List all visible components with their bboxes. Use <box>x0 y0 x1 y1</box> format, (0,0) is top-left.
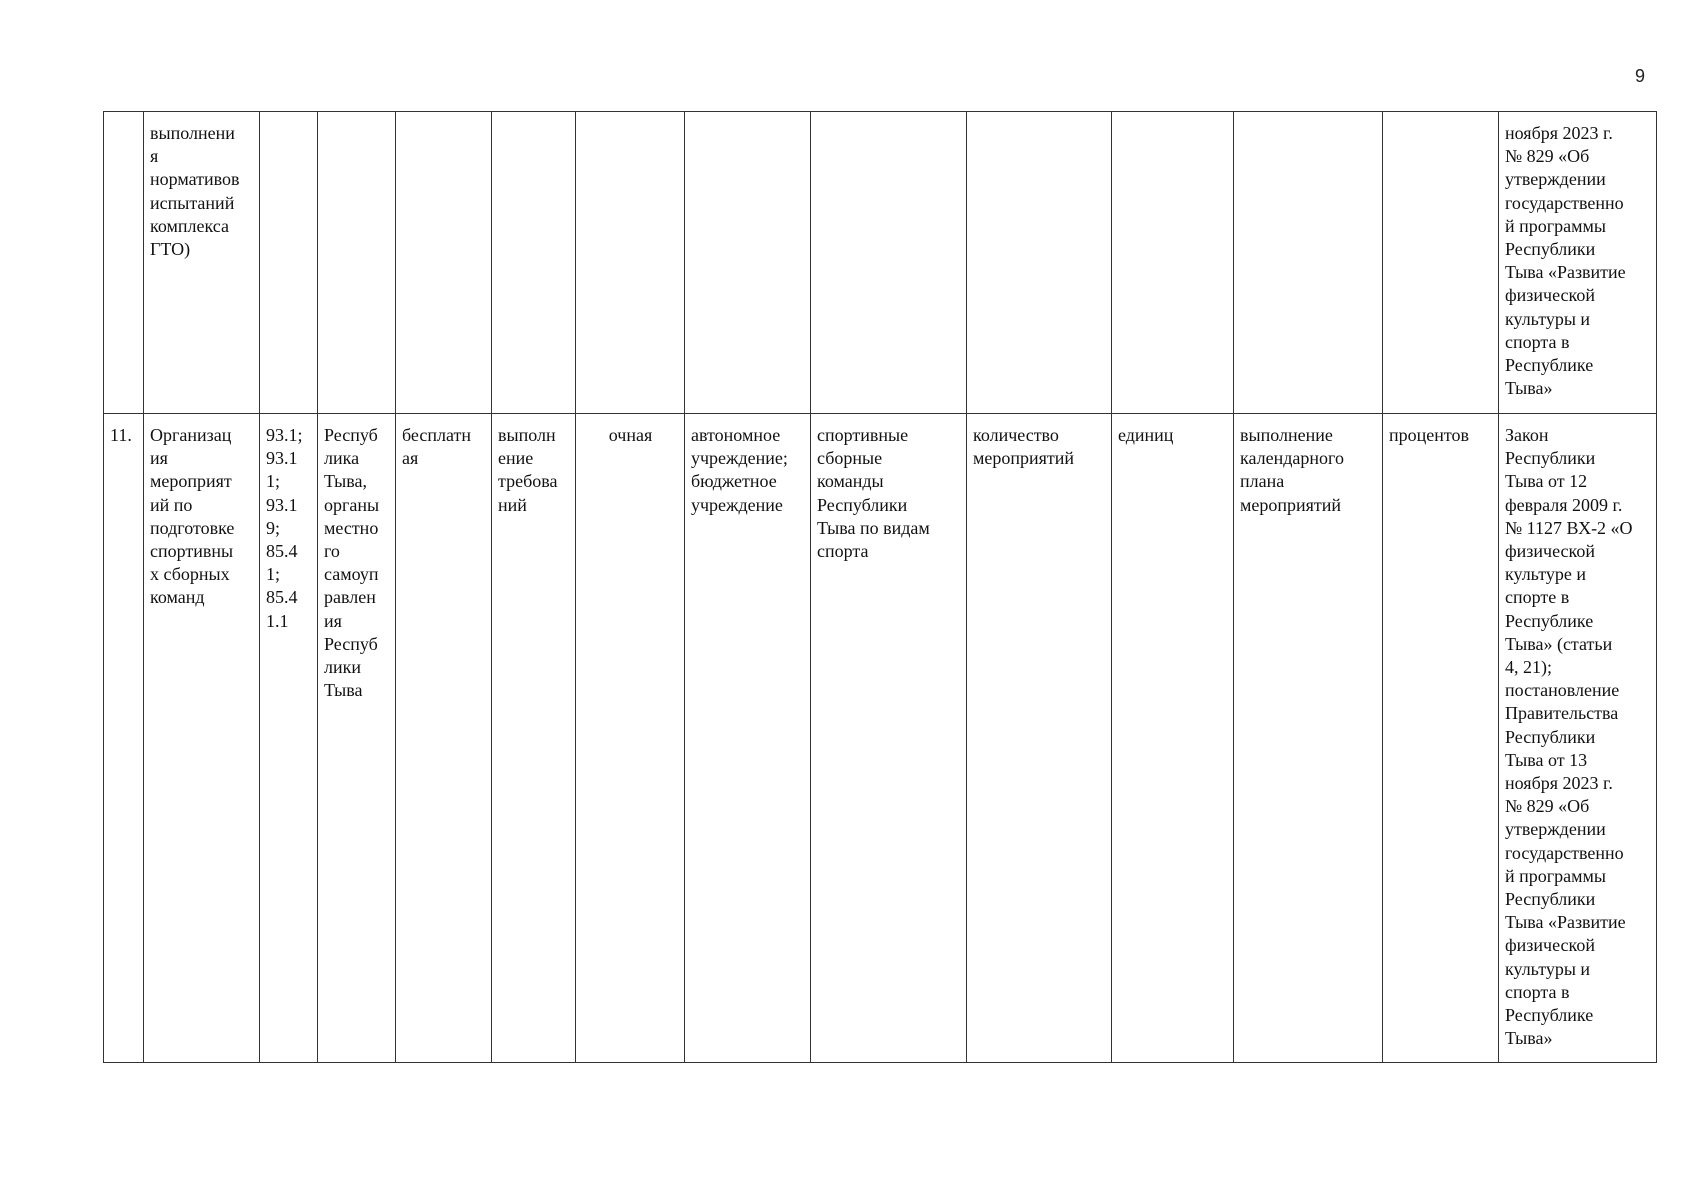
cell-volume-indicator <box>967 112 1112 414</box>
cell-volume-indicator: количество мероприятий <box>967 414 1112 1063</box>
cell-institution-type <box>685 112 811 414</box>
services-table <box>103 111 1657 1063</box>
cell-okved-codes: 93.1; 93.1 1; 93.1 9; 85.4 1; 85.4 1.1 <box>260 414 318 1063</box>
cell-payment <box>396 112 492 414</box>
table-row-11 <box>104 414 1657 1063</box>
cell-payment: бесплатн ая <box>396 414 492 1063</box>
cell-quality-unit: процентов <box>1383 414 1499 1063</box>
cell-institution-type: автономное учреждение; бюджетное учреждение <box>685 414 811 1063</box>
cell-legal-basis: Закон Республики Тыва от 12 февраля 2009 г. № 1127 ВХ-2 «О физической культуре и спорте в Республике Тыва» (статьи 4, 21); постановление Правительства Республики Тыва от 13 ноября 2023 г. № 829 «Об утверждении государственно й программы Республики Тыва «Развитие физической культуры и спорта в Республике Тыва» <box>1499 414 1657 1063</box>
cell-number: 11. <box>104 414 144 1063</box>
cell-quality-unit <box>1383 112 1499 414</box>
cell-legal-basis: ноября 2023 г. № 829 «Об утверждении государственно й программы Республики Тыва «Развитие физической культуры и спорта в Республике Тыва» <box>1499 112 1657 414</box>
table-row-continuation <box>104 112 1657 414</box>
cell-service-name: Организац ия мероприят ий по подготовке спортивны х сборных команд <box>144 414 260 1063</box>
cell-authority <box>318 112 396 414</box>
cell-number <box>104 112 144 414</box>
cell-quality-indicator: выполнение календарного плана мероприятий <box>1234 414 1383 1063</box>
cell-content <box>492 112 576 414</box>
cell-content: выполн ение требова ний <box>492 414 576 1063</box>
cell-volume-unit: единиц <box>1112 414 1234 1063</box>
cell-form <box>576 112 685 414</box>
cell-consumers <box>811 112 967 414</box>
cell-authority: Респуб лика Тыва, органы местно го самоуп равлен ия Респуб лики Тыва <box>318 414 396 1063</box>
cell-okved-codes <box>260 112 318 414</box>
cell-service-name: выполнени я нормативов испытаний комплекса ГТО) <box>144 112 260 414</box>
cell-quality-indicator <box>1234 112 1383 414</box>
page-number: 9 <box>1635 66 1646 86</box>
cell-volume-unit <box>1112 112 1234 414</box>
cell-consumers: спортивные сборные команды Республики Тыва по видам спорта <box>811 414 967 1063</box>
cell-form: очная <box>576 414 685 1063</box>
